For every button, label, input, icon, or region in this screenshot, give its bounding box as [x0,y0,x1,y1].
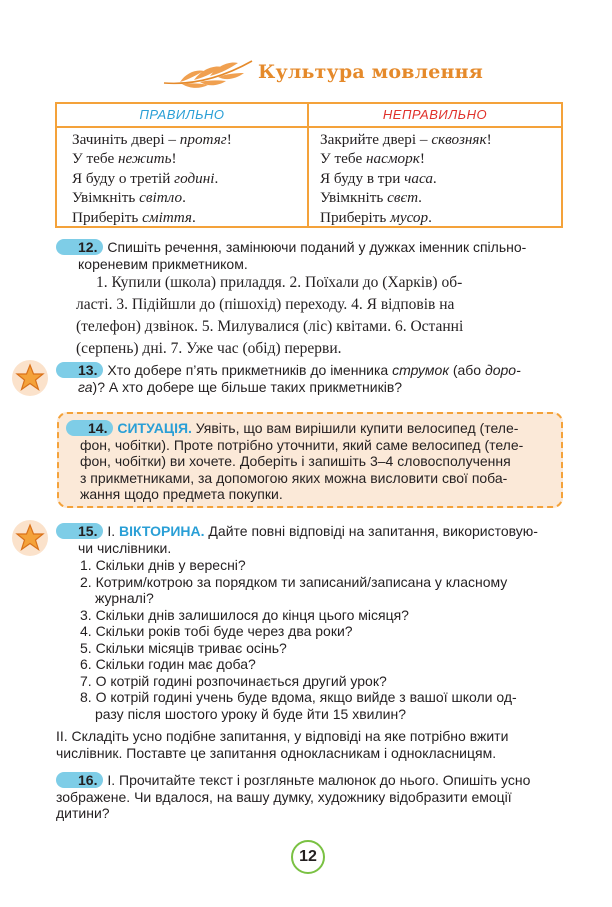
table-divider [307,104,309,226]
exercise-12-task: 12. Спишіть речення, замінюючи поданий у дужках іменник спільно- кореневим прикметником. [56,239,566,272]
star-icon [12,360,48,396]
star-badge [12,360,48,396]
list-item: 7. О котрій годині розпочинається другий урок? [80,672,387,689]
list-item: 2. Котрим/котрою за порядком ти записаний/записана у класному [80,573,508,590]
table-row: Приберіть сміття. [72,208,196,226]
correct-column [72,130,232,227]
page-number: 12 [291,840,325,874]
feather-ornament-icon [160,55,256,91]
list-item: разу після шостого уроку й буде йти 15 хвилин? [95,705,406,722]
quiz-keyword: ВІКТОРИНА. [119,523,205,539]
table-row: Закрийте двері – сквозняк! [320,131,492,148]
table-row: Я буду о третій годині. [72,169,219,187]
exercise-number-badge: 13. [56,362,103,378]
exercise-14-task: 14. СИТУАЦІЯ. Уявіть, що вам вирішили купити велосипед (теле- фон, чобітки). Проте потрібно уточнити, який саме велосипед (теле- фон, чобітки) ви хочете. Доберіть і запишіть 3–4 словосполучення з прикметниками, за допомогою яких можна висловити свої поба- жання щодо предмета покупки. [66,420,560,503]
star-icon [12,520,48,556]
exercise-15-part-2: II. Складіть усно подібне запитання, у відповіді на яке потрібно вжити числівник. Поставте це запитання однокласникам і однокласницям. [56,728,509,761]
section-title: Культура мовлення [258,61,483,83]
correct-incorrect-table [55,102,563,228]
table-row: Приберіть мусор. [320,208,432,226]
table-row: Увімкніть свєт. [320,189,422,207]
list-item: 6. Скільки годин має доба? [80,656,256,672]
exercise-16-task: 16. I. Прочитайте текст і розгляньте малюнок до нього. Опишіть усно зображене. Чи вдалося, на вашу думку, художнику відобразити емоції дитини? [56,772,531,821]
column-header-incorrect: НЕПРАВИЛЬНО [309,104,561,128]
list-item: журналі? [95,590,154,606]
table-row: У тебе нежить! [72,150,177,168]
exercise-number-badge: 16. [56,772,103,788]
list-item: 4. Скільки років тобі буде через два роки? [80,623,353,639]
situation-keyword: СИТУАЦІЯ. [117,420,192,436]
table-row: У тебе насморк! [320,150,425,168]
incorrect-column [320,130,492,227]
quiz-question-list [80,557,566,722]
list-item: 3. Скільки днів залишилося до кінця цього місяця? [80,606,409,623]
exercise-number-badge: 15. [56,523,103,539]
table-row: Я буду в три часа. [320,169,437,187]
column-header-correct: ПРАВИЛЬНО [57,104,307,128]
exercise-13-task: 13. Хто добере п’ять прикметників до іменника струмок (або доро- га)? А хто добере ще більше таких прикметників? [56,362,566,395]
table-row: Зачиніть двері – протяг! [72,131,232,148]
star-badge [12,520,48,556]
exercise-12-sentences: 1. Купили (школа) приладдя. 2. Поїхали до (Харків) об- ласті. 3. Підійшли до (пішохід) переходу. 4. Я відповів на (телефон) дзвінок. 5. Милувалися (ліс) квітами. 6. Останні (серпень) дні. 7. Уже час (обід) перерви. [76,274,464,357]
exercise-number-badge: 12. [56,239,103,255]
list-item: 8. О котрій годині учень буде вдома, якщо вийде з вашої школи од- [80,689,517,705]
list-item: 5. Скільки місяців триває осінь? [80,639,287,656]
table-row: Увімкніть світло. [72,189,186,207]
list-item: 1. Скільки днів у вересні? [80,557,246,573]
exercise-15-task: 15. I. ВІКТОРИНА. Дайте повні відповіді на запитання, використовую- чи числівники. [56,523,566,556]
exercise-number-badge: 14. [66,420,113,436]
